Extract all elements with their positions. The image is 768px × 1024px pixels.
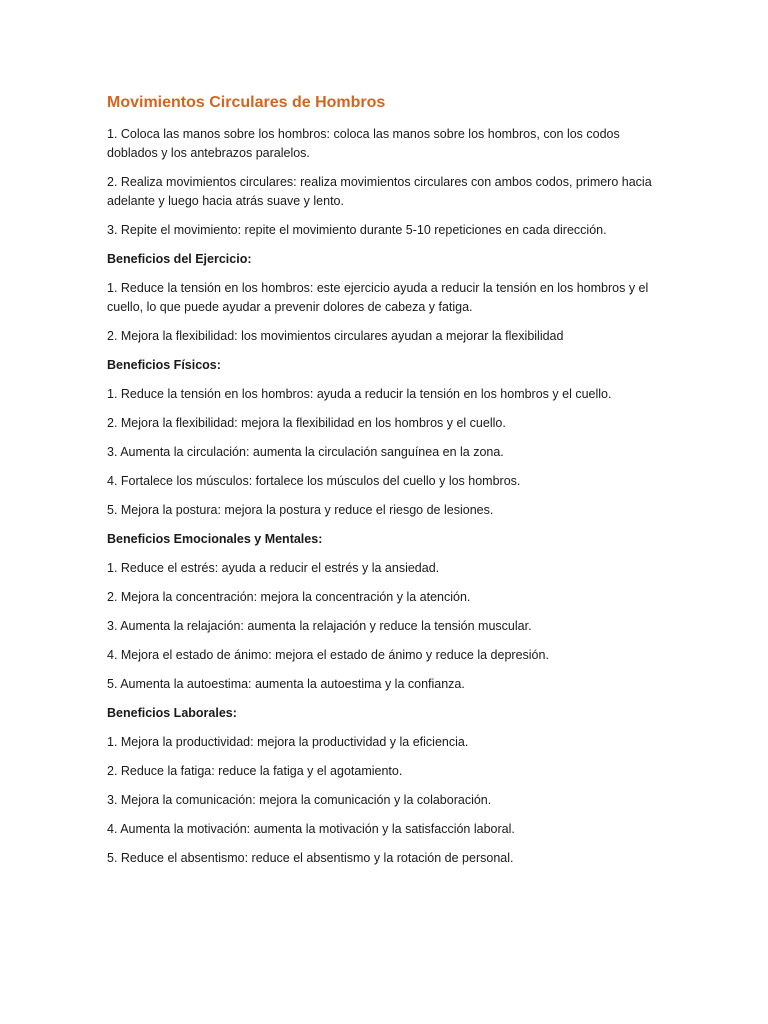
benefit-paragraph: 3. Aumenta la circulación: aumenta la circulación sanguínea en la zona. (107, 445, 504, 459)
step-paragraph: 2. Realiza movimientos circulares: realiza movimientos circulares con ambos codos, primero hacia adelante y luego hacia atrás suave y lento. (107, 175, 652, 208)
benefit-paragraph: 1. Mejora la productividad: mejora la productividad y la eficiencia. (107, 735, 469, 749)
document-title: Movimientos Circulares de Hombros (107, 94, 386, 111)
benefit-paragraph: 2. Reduce la fatiga: reduce la fatiga y el agotamiento. (107, 764, 403, 778)
benefit-paragraph: 1. Reduce el estrés: ayuda a reducir el estrés y la ansiedad. (107, 561, 440, 575)
benefit-paragraph: 4. Aumenta la motivación: aumenta la motivación y la satisfacción laboral. (107, 822, 515, 836)
benefit-paragraph: 1. Reduce la tensión en los hombros: este ejercicio ayuda a reducir la tensión en los hombros y el cuello, lo que puede ayudar a prevenir dolores de cabeza y fatiga. (107, 281, 649, 314)
section-heading-beneficios-fisicos: Beneficios Físicos: (107, 358, 221, 372)
benefit-paragraph: 5. Aumenta la autoestima: aumenta la autoestima y la confianza. (107, 677, 465, 691)
step-paragraph: 3. Repite el movimiento: repite el movimiento durante 5-10 repeticiones en cada dirección. (107, 223, 607, 237)
section-heading-beneficios-emocionales: Beneficios Emocionales y Mentales: (107, 532, 323, 546)
benefit-paragraph: 3. Aumenta la relajación: aumenta la relajación y reduce la tensión muscular. (107, 619, 532, 633)
benefit-paragraph: 3. Mejora la comunicación: mejora la comunicación y la colaboración. (107, 793, 492, 807)
step-paragraph: 1. Coloca las manos sobre los hombros: coloca las manos sobre los hombros, con los codos doblados y los antebrazos paralelos. (107, 127, 620, 160)
section-heading-beneficios-laborales: Beneficios Laborales: (107, 706, 237, 720)
benefit-paragraph: 2. Mejora la concentración: mejora la concentración y la atención. (107, 590, 471, 604)
benefit-paragraph: 5. Mejora la postura: mejora la postura y reduce el riesgo de lesiones. (107, 503, 494, 517)
benefit-paragraph: 2. Mejora la flexibilidad: los movimientos circulares ayudan a mejorar la flexibilidad (107, 329, 564, 343)
benefit-paragraph: 1. Reduce la tensión en los hombros: ayuda a reducir la tensión en los hombros y el cuello. (107, 387, 612, 401)
benefit-paragraph: 5. Reduce el absentismo: reduce el absentismo y la rotación de personal. (107, 851, 514, 865)
document-page (107, 93, 667, 878)
benefit-paragraph: 4. Mejora el estado de ánimo: mejora el estado de ánimo y reduce la depresión. (107, 648, 549, 662)
section-heading-beneficios-ejercicio: Beneficios del Ejercicio: (107, 252, 252, 266)
benefit-paragraph: 2. Mejora la flexibilidad: mejora la flexibilidad en los hombros y el cuello. (107, 416, 506, 430)
benefit-paragraph: 4. Fortalece los músculos: fortalece los músculos del cuello y los hombros. (107, 474, 521, 488)
